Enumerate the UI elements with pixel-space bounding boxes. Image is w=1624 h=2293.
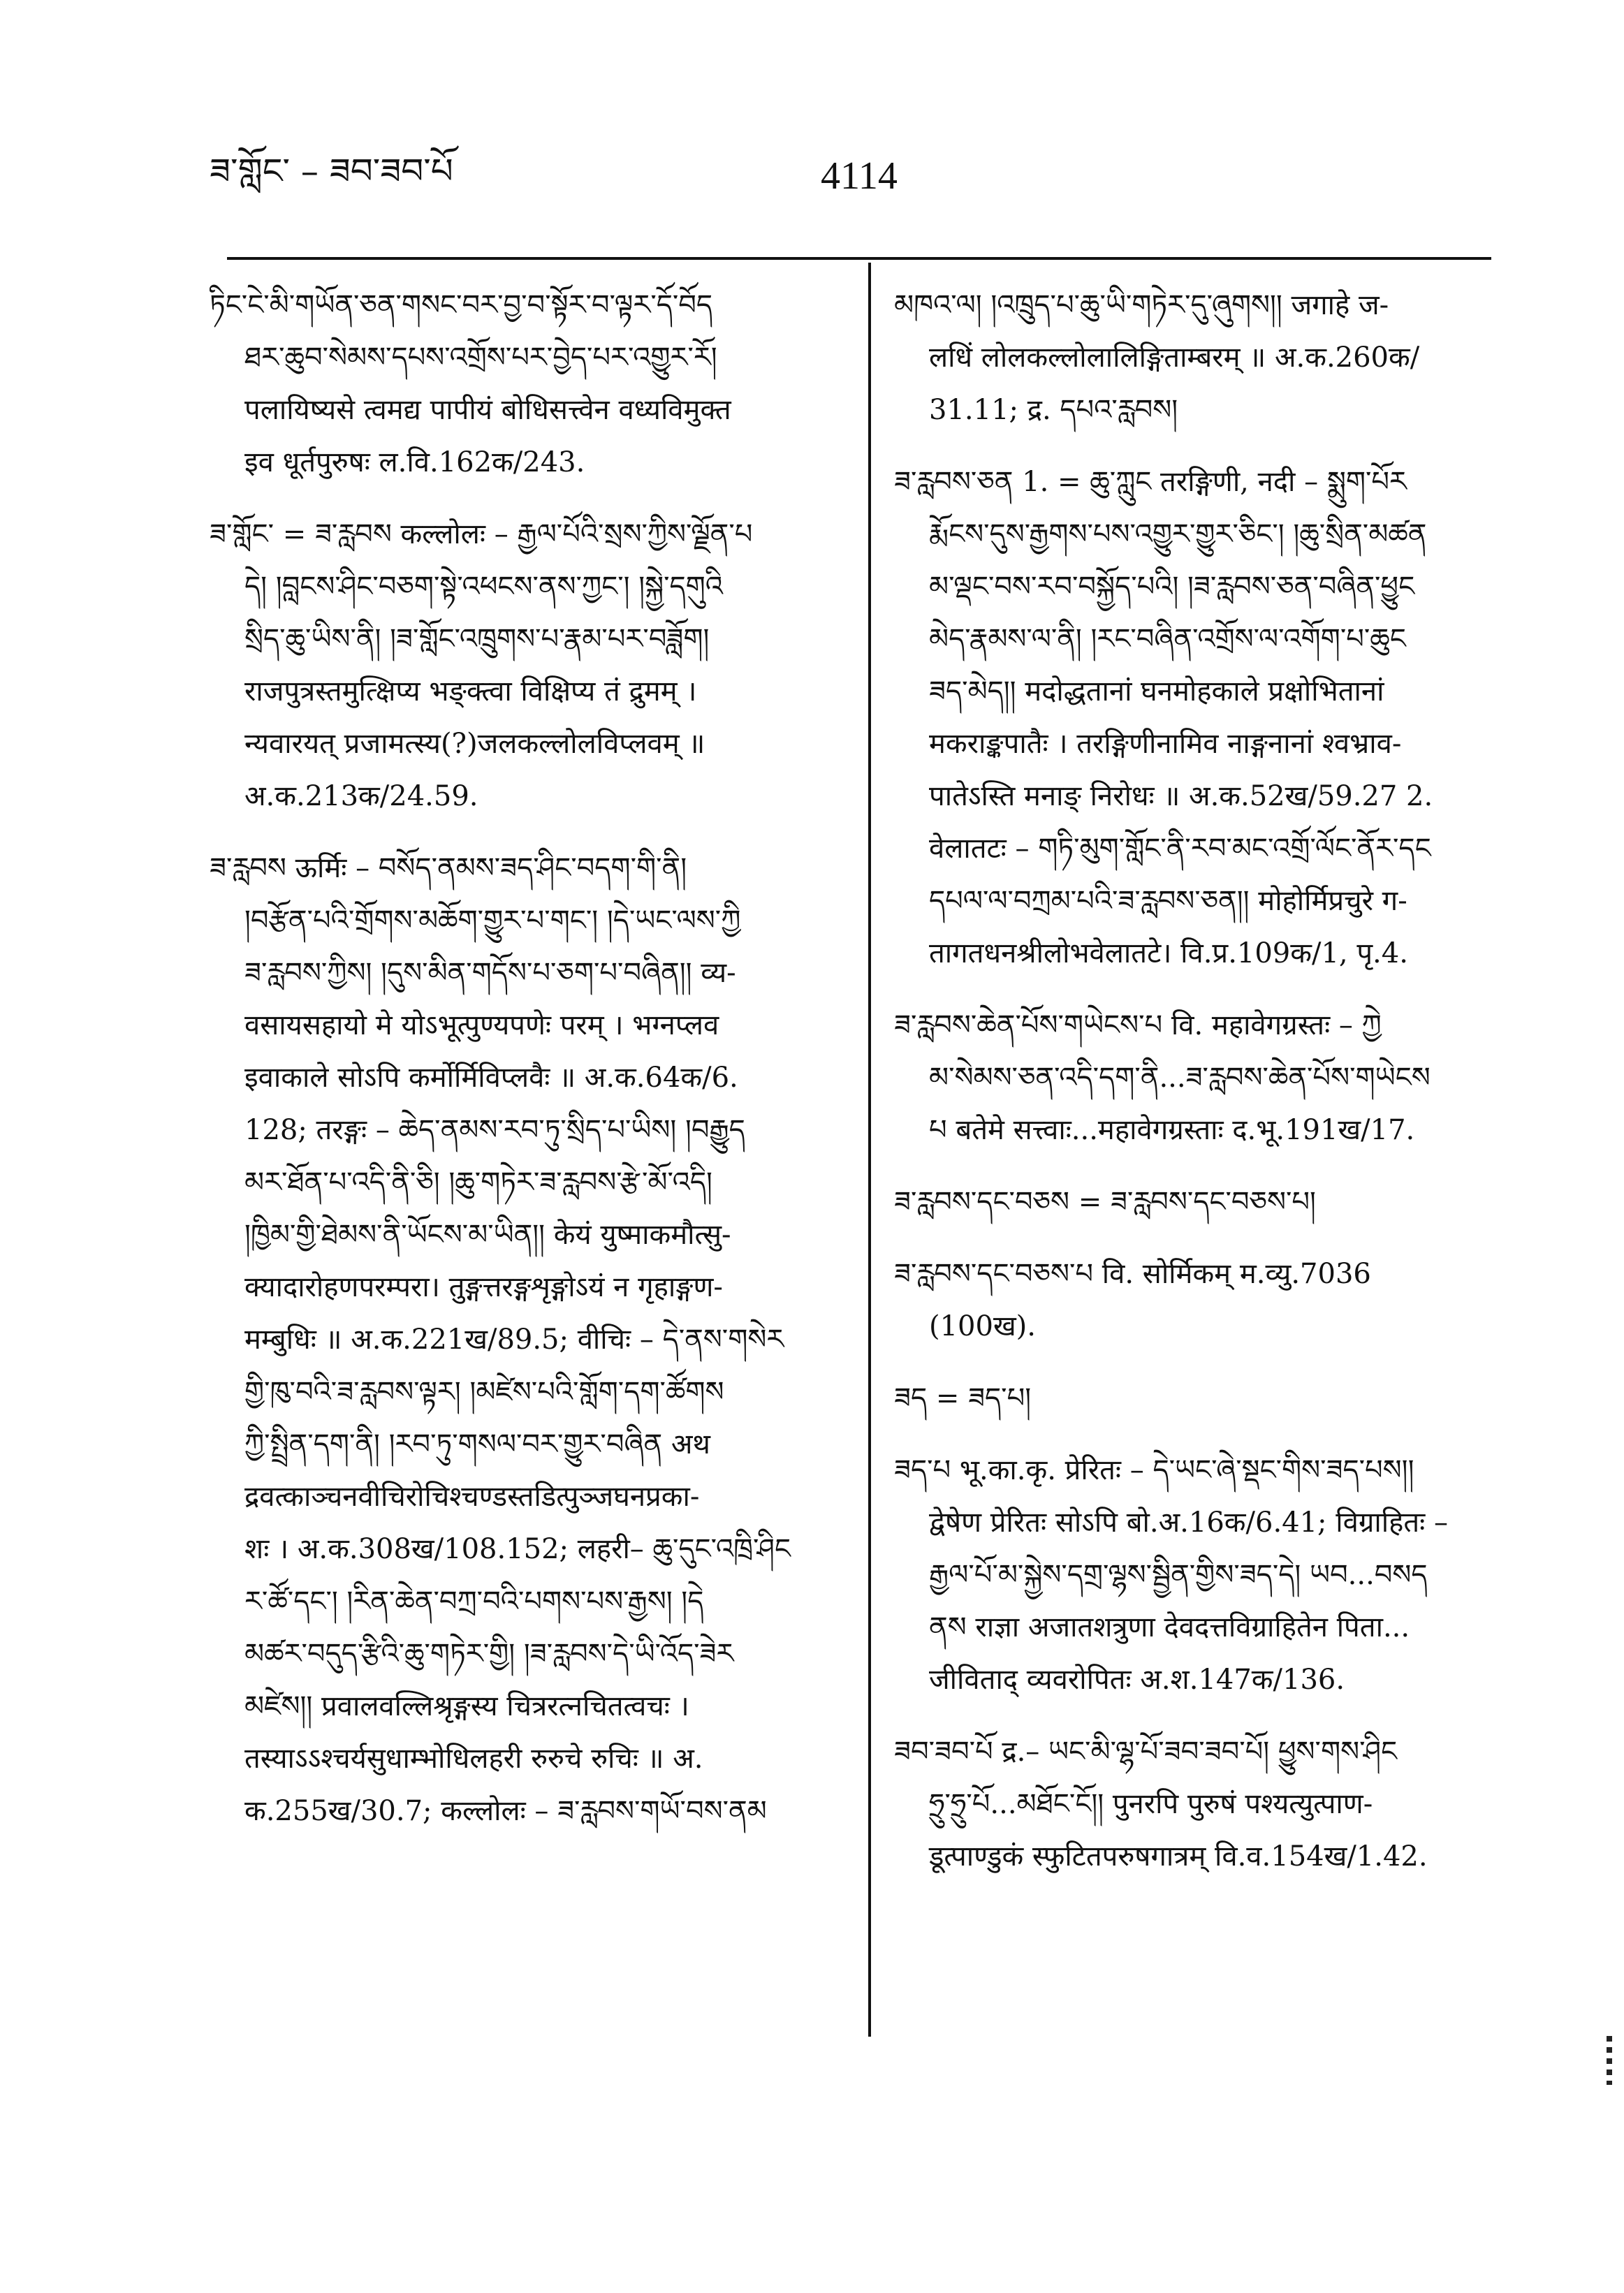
entry-line: རྨོངས་དུས་རྒྱགས་པས་འགྱུར་གྱུར་ཅིང་། །ཆུ་སྲིན་མཚན [929,518,1427,550]
dictionary-entry [210,508,835,823]
entry-line: ཟ་རླབས་ཀྱིས། །དུས་མིན་གདོས་པ་ཅག་པ་བཞིན།། व्य- [244,957,736,989]
entry-line: 31.11; द्र. དཔའ་རླབས། [929,394,1178,426]
dictionary-entry [894,1176,1495,1229]
column-divider [868,263,871,2037]
page-number: 4114 [821,154,898,198]
entry-line: (100ख). [929,1310,1036,1342]
entry-line: इवाकाले सोऽपि कर्मोर्मिविप्लवैः ॥ अ.क.64क/6. [244,1062,738,1094]
entry-line: མཁའ་ལ། །འཁྲུད་པ་ཆུ་ཡི་གཏེར་དུ་ཞུགས།། जगाहे ज- [894,289,1389,321]
entry-line: མཚར་བདུད་རྩིའི་ཆུ་གཏེར་གྱི། །ཟ་རླབས་དེ་ཡི་འོད་ཟེར [244,1638,734,1670]
entry-line: पलायिष्यसे त्वमद्य पापीयं बोधिसत्त्वेन वध्यविमुक्त [244,394,731,426]
entry-line: ཟད་པ भू.का.कृ. प्रेरितः – དེ་ཡང་ཞེ་སྡང་གིས་ཟད་པས།། [894,1454,1414,1486]
entry-line: जीविताद् व्यवरोपितः अ.श.147क/136. [929,1664,1345,1696]
entry-line: །ཁྱིམ་གྱི་ཐེམས་ནི་ཡོངས་མ་ཡིན།། केयं युष्माकमौत्सु- [244,1219,731,1251]
entry-line: वसायसहायो मे योऽभूत्पुण्यपणेः परम् । भग्नप्लव [244,1009,719,1041]
entry-line: མེད་རྣམས་ལ་ནི། །རང་བཞིན་འགྲོས་ལ་འགོག་པ་ཆུང [929,623,1406,655]
dictionary-entry [894,1372,1495,1425]
entry-line: མ་སེམས་ཅན་འདི་དག་ནི...ཟ་རླབས་ཆེན་པོས་གཡེངས [929,1062,1431,1094]
entry-line: राजपुत्रस्तमुत्क्षिप्य भङ्क्त्वा विक्षिप्य तं द्रुमम् । [244,675,697,708]
entry-line: मकराङ्कपातैः । तरङ्गिणीनामिव नाङ्गनानां श्वभ्राव- [929,728,1402,760]
entry-line: ཐར་ཆུབ་སེམས་དཔས་འགྲོས་པར་བྱེད་པར་འགྱུར་རོ། [244,342,717,374]
entry-line: པ बतेमे सत्त्वाः...महावेगग्रस्ताः द.भू.191ख/17. [929,1114,1415,1146]
dictionary-entry [894,1248,1495,1353]
scan-edge-mark [1607,2036,1612,2085]
left-column [210,279,835,1857]
entry-line: ཟད་མེད།། मदोद्धतानां घनमोहकाले प्रक्षोभितानां [929,675,1384,708]
entry-line: 128; तरङ्गः – ཆེད་ནམས་རབ་ཏུ་སྲིད་པ་ཡིས། །བརྒྱུད [244,1114,745,1146]
entry-line: मम्बुधिः ॥ अ.क.221ख/89.5; वीचिः – དེ་ནས་གསེར [244,1324,784,1356]
entry-line: ཟ་རླབས་དང་བཅས = ཟ་རླབས་དང་བཅས་པ། [894,1186,1316,1218]
entry-line: तस्याऽऽश्चर्यसुधाम्भोधिलहरी रुरुचे रुचिः ॥ अ. [244,1743,703,1775]
entry-line: द्रवत्काञ्चनवीचिरोचिश्चण्डस्तडित्पुञ्जघनप्रका- [244,1481,700,1513]
entry-line: ཟ་གློང་ = ཟ་རླབས कल्लोलः – རྒྱལ་པོའི་སྲས་ཀྱིས་ལྗོན་པ [210,518,753,550]
entry-line: སྲིད་ཆུ་ཡིས་ནི། །ཟ་གློང་འཁྲུགས་པ་རྣམ་པར་བཟློག། [244,623,710,655]
entry-line: དེ། །བླངས་ཤིང་བཅག་སྟེ་འཕངས་ནས་ཀྱང་། །སྐྱེ་དགུའི [244,571,723,603]
entry-line: डूत्पाण्डुकं स्फुटितपरुषगात्रम् वि.व.154ख/1.42. [929,1840,1428,1873]
entry-line: शः । अ.क.308ख/108.152; लहरी– ཆུ་དུང་འཁྲི་ཤིང [244,1533,791,1565]
entry-line: लधिं लोलकल्लोलालिङ्गिताम्बरम् ॥ अ.क.260क/ [929,342,1420,374]
entry-line: དཔལ་ལ་བཀྲམ་པའི་ཟ་རླབས་ཅན།། मोहोर्मिप्रचुरे ग- [929,885,1407,917]
entry-line: མ་ལྡང་བས་རབ་བསྐྱོད་པའི། །ཟ་རླབས་ཅན་བཞིན་ཕྱུང [929,571,1415,603]
entry-line: न्यवारयत् प्रजामत्स्य(?)जलकल्लोलविप्लवम् ॥ [244,728,705,760]
dictionary-entry [210,279,835,489]
running-head: ཟ་གློང་ – ཟབ་ཟབ་པོ [210,151,453,191]
entry-line: རྒྱལ་པོ་མ་སྐྱེས་དགྲ་ལྷས་སྦྱིན་གྱིས་ཟད་དེ། ཡབ...བསད [929,1559,1428,1591]
entry-line: །བརྩོན་པའི་གྲོགས་མཆོག་གྱུར་པ་གང་། །དེ་ཡང་ལས་ཀྱི [244,904,741,937]
entry-line: ཟ་རླབས་ཅན 1. = ཆུ་ཀླུང तरङ्गिणी, नदी – སྨུག་པོར [894,466,1407,498]
entry-line: ནས राज्ञा अजातशत्रुणा देवदत्तविग्राहितेन पिता... [929,1611,1410,1643]
entry-line: ཟ་རླབས ऊर्मिः – བསོད་ནམས་ཟད་ཤིང་བདག་གི་ནི། [210,852,687,884]
entry-line: अ.क.213क/24.59. [244,780,478,812]
entry-line: इव धूर्तपुरुषः ल.वि.162क/243. [244,446,585,478]
entry-line: क.255ख/30.7; कल्लोलः – ཟ་རླབས་གཡོ་བས་ནམ [244,1795,767,1827]
entry-line: གྱི་ཁུ་བའི་ཟ་རླབས་ལྟར། །མཛེས་པའི་གློག་དག་ཚོགས [244,1376,724,1408]
entry-line: तागतधनश्रीलोभवेलातटे। वि.प्र.109क/1, पृ.4. [929,937,1408,969]
entry-line: ཟད = ཟད་པ། [894,1382,1032,1414]
entry-line: མཛེས།། प्रवालवल्लिश्रृङ्गस्य चित्ररत्नचितत्वचः । [244,1690,689,1722]
entry-line: ཏིང་ངེ་མི་གཡོན་ཅན་གསང་བར་བྱ་བ་སྟོར་བ་ལྟར་དོ་བོད [210,289,713,321]
entry-line: ཟ་རླབས་ཆེན་པོས་གཡེངས་པ वि. महावेगग्रस्तः – ཀྱེ [894,1009,1382,1041]
entry-line: ཟ་རླབས་དང་བཅས་པ वि. सोर्मिकम् म.व्यु.7036 [894,1258,1371,1290]
right-column [894,279,1495,1903]
entry-line: ཧྲུ་ཧྲུ་པོ...མཐོང་ངོ།། पुनरपि पुरुषं पश्यत्युत्पाण- [929,1788,1373,1820]
entry-line: ར་ཚོ་དང་། །རིན་ཆེན་བཀྲ་བའི་པགས་པས་རྒྱས། །དེ [244,1585,704,1618]
dictionary-entry [894,1444,1495,1706]
entry-line: क्यादारोहणपरम्परा। तुङ्गत्तरङ्गशृङ्गोऽयं न गृहाङ्गण- [244,1271,723,1303]
entry-line: ཟབ་ཟབ་པོ द्र.– ཡང་མི་ལྷ་པོ་ཟབ་ཟབ་པོ། ཕྱུས་གས་ཤིང [894,1736,1398,1768]
header-rule [227,257,1491,260]
dictionary-entry [894,999,1495,1157]
dictionary-entry [894,279,1495,437]
entry-line: पातेऽस्ति मनाङ् निरोधः ॥ अ.क.52ख/59.27 2. [929,780,1433,812]
entry-line: མར་ཐོན་པ་འདི་ནི་ཅི། །ཆུ་གཏེར་ཟ་རླབས་རྩེ་མོ་འདི། [244,1166,712,1199]
entry-line: वेलातटः – གཏི་མུག་གློང་ནི་རབ་མང་འགྲོ་ལོང་ནོར་དང [929,833,1431,865]
dictionary-entry [894,456,1495,980]
entry-line: द्वेषेण प्रेरितः सोऽपि बो.अ.16क/6.41; विग्राहितः – [929,1507,1448,1539]
dictionary-entry [210,842,835,1838]
dictionary-entry [894,1726,1495,1883]
entry-line: ཀྱི་སྤྲིན་དག་ནི། །རབ་ཏུ་གསལ་བར་གྱུར་བཞིན अथ [244,1428,710,1460]
